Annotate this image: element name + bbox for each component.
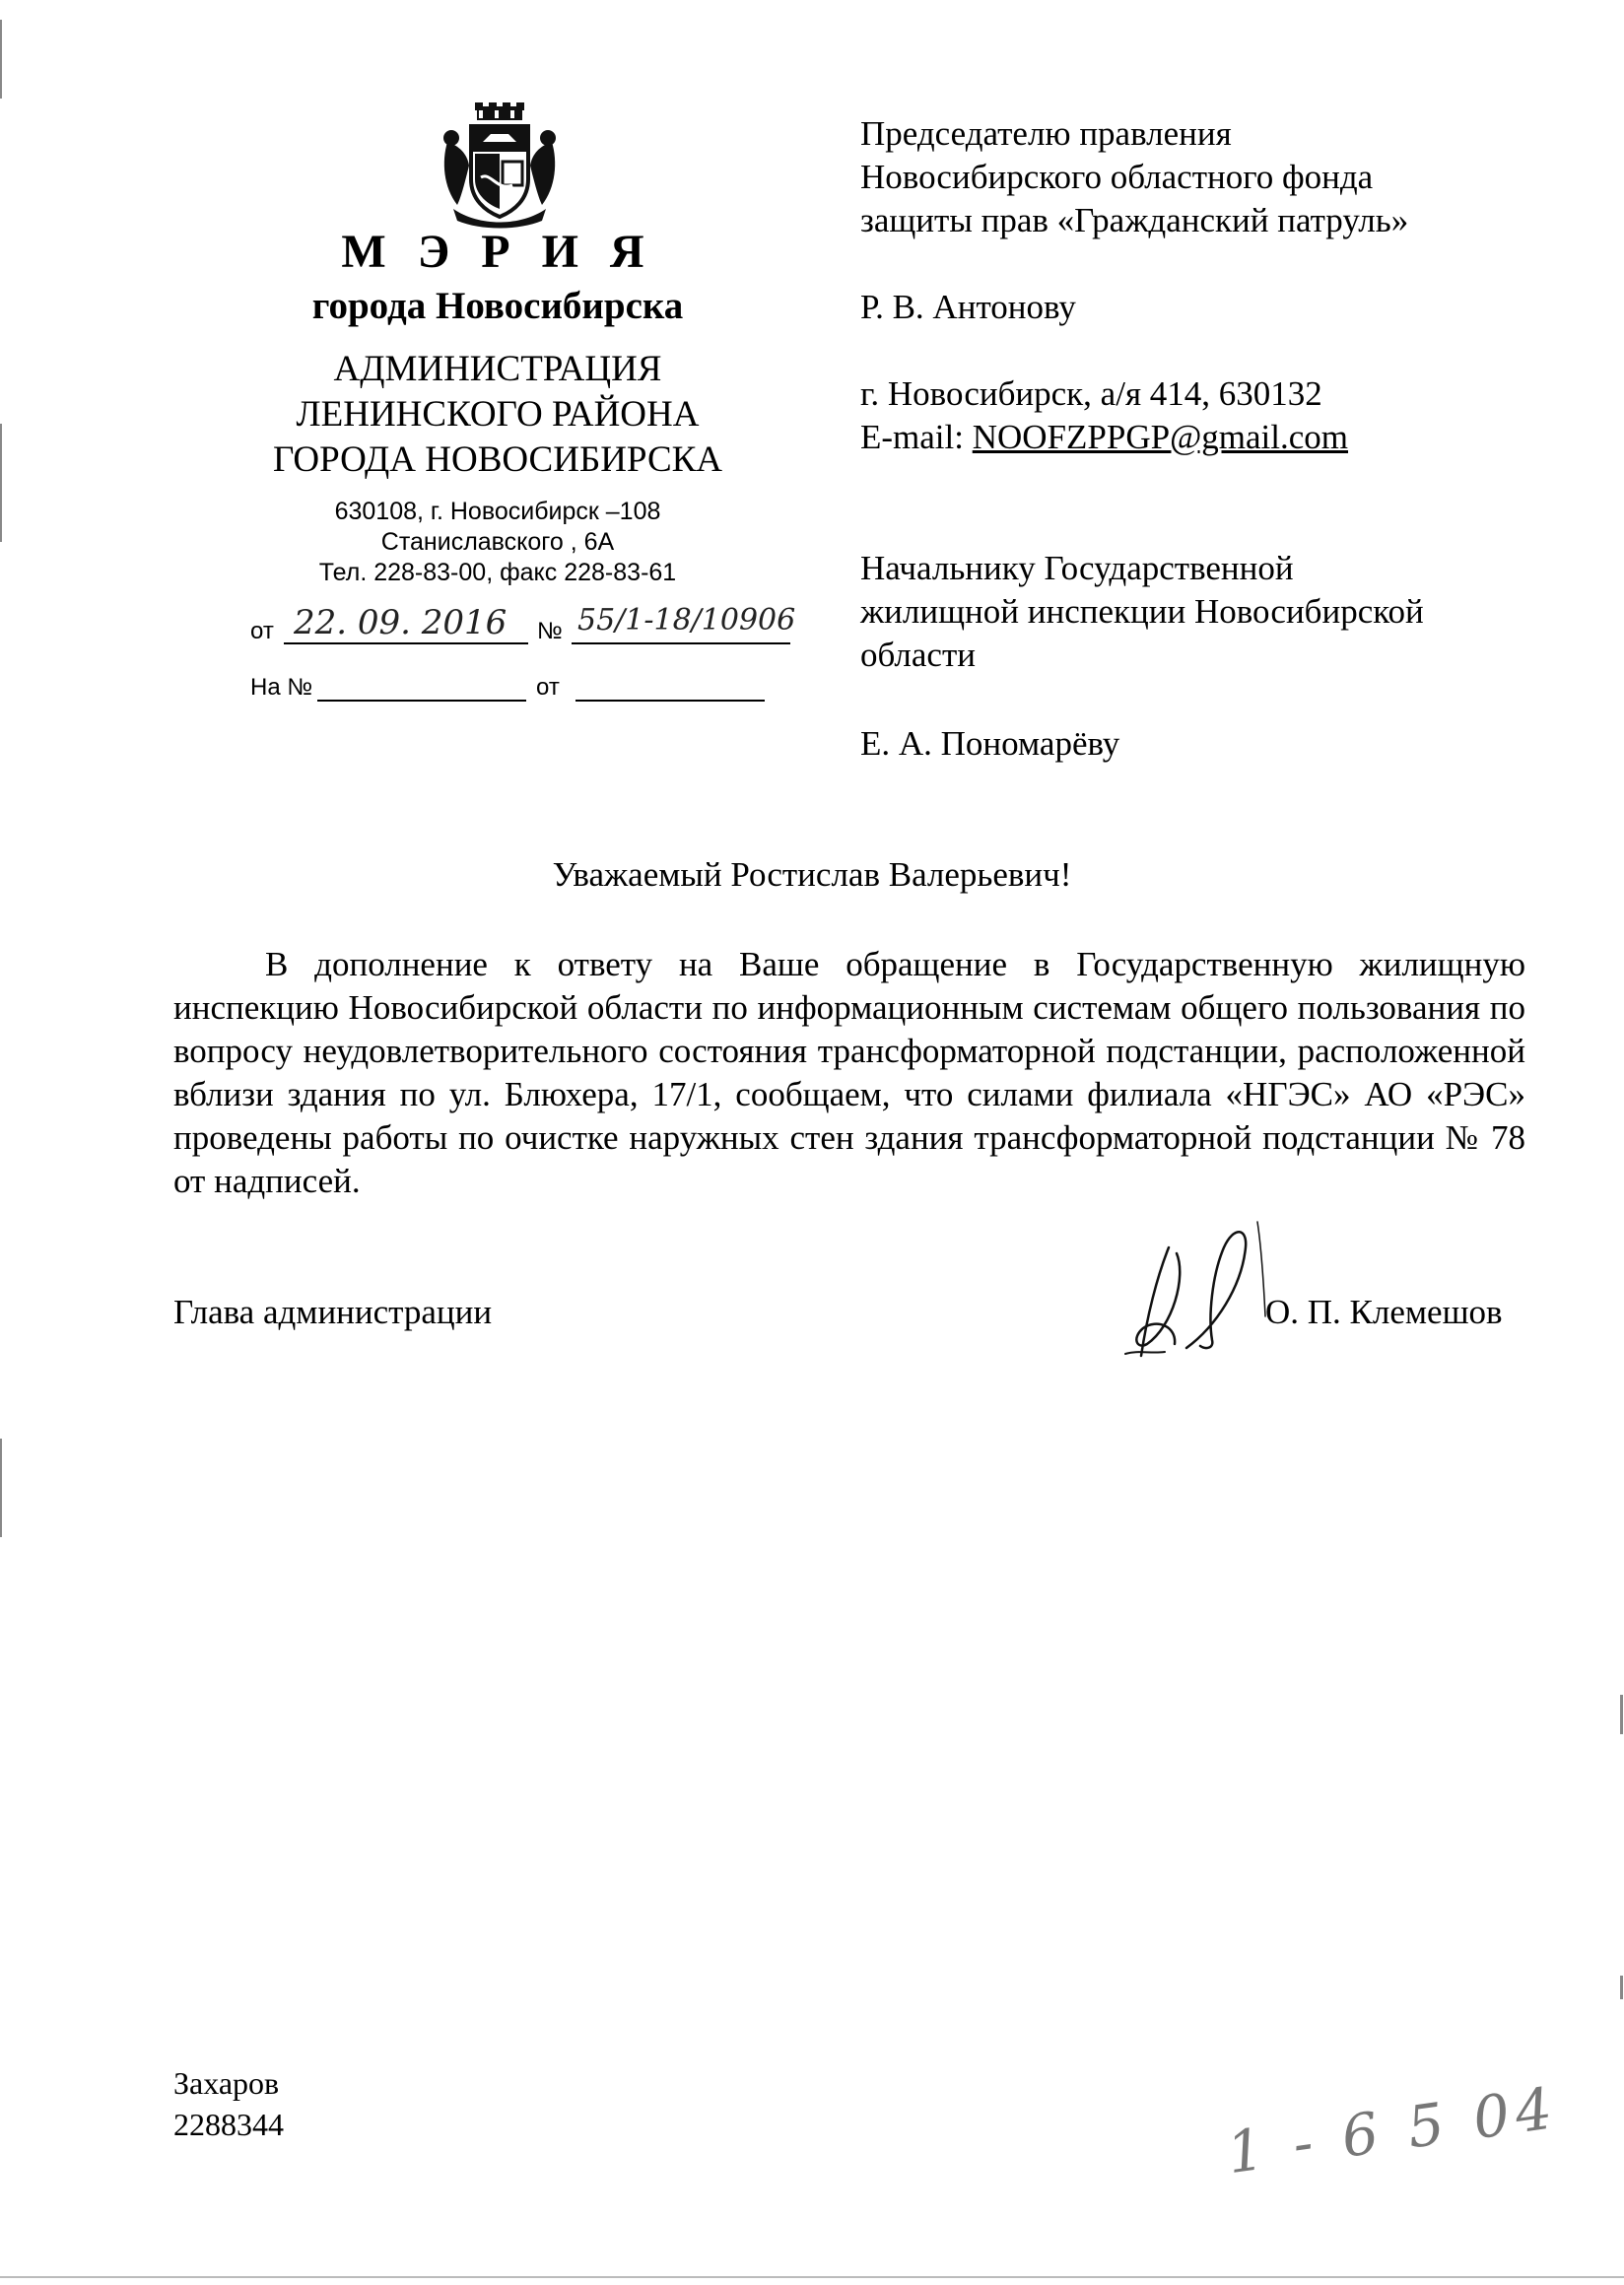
- executor-name: Захаров: [173, 2065, 280, 2101]
- letterhead-address-line-3: Тел. 228-83-00, факс 228-83-61: [318, 559, 677, 586]
- handwritten-date: 22. 09. 2016: [294, 603, 508, 642]
- recipient2-line-3: области: [860, 636, 976, 674]
- executor-block: [173, 2062, 284, 2145]
- coat-of-arms-emblem: [440, 102, 560, 229]
- handwritten-registration-mark: 1 - 6 5 04: [1222, 2073, 1562, 2187]
- scan-edge-mark: [0, 424, 2, 542]
- reply-number-label: На №: [250, 674, 313, 701]
- scan-edge-mark: [1620, 1976, 1623, 1999]
- recipient1-line-2: Новосибирского областного фонда: [860, 158, 1374, 196]
- letterhead-admin-line-1: АДМИНИСТРАЦИЯ: [333, 349, 662, 389]
- scan-edge-mark: [0, 20, 2, 99]
- letterhead-admin-line-2: ЛЕНИНСКОГО РАЙОНА: [296, 394, 700, 435]
- handwritten-number: 55/1-18/10906: [577, 603, 796, 638]
- scan-bottom-edge: [0, 2276, 1624, 2278]
- reply-date-label: от: [536, 674, 560, 701]
- letterhead-address-line-2: Станиславского , 6А: [380, 528, 615, 556]
- letterhead-city: города Новосибирска: [311, 285, 684, 327]
- handwritten-signature: [1117, 1218, 1285, 1366]
- signatory-position: Глава администрации: [173, 1293, 493, 1331]
- body-paragraph: В дополнение к ответу на Ваше обращение в Государственную жилищную инспекцию Новосибирской области по информационным системам общего пользования по вопросу неудовлетворительного состояния трансформаторной подстанции, расположенной вблизи здания по ул. Блюхера, 17/1, сообщаем, что силами филиала «НГЭС» АО «РЭС» проведены работы по очистке наружных стен здания трансформаторной подстанции № 78 от надписей.: [173, 945, 1525, 1200]
- number-field-underline: [572, 642, 790, 644]
- salutation: Уважаемый Ростислав Валерьевич!: [552, 855, 1072, 894]
- signatory-name: О. П. Клемешов: [1265, 1293, 1503, 1331]
- number-field-label: №: [537, 618, 563, 644]
- email-link[interactable]: NOOFZPPGP@gmail.com: [972, 418, 1349, 456]
- letterhead-address-line-1: 630108, г. Новосибирск –108: [334, 498, 661, 525]
- scan-edge-mark: [0, 1439, 2, 1537]
- recipient1-email-line: [860, 416, 1348, 459]
- reply-date-underline: [575, 700, 765, 702]
- recipient2-line-2: жилищной инспекции Новосибирской: [860, 592, 1424, 631]
- executor-phone: 2288344: [173, 2107, 284, 2142]
- recipient2-name: Е. А. Пономарёву: [860, 724, 1120, 763]
- letterhead-admin-line-3: ГОРОДА НОВОСИБИРСКА: [272, 439, 723, 480]
- date-field-label: от: [250, 618, 274, 644]
- recipient1-address: г. Новосибирск, а/я 414, 630132: [860, 374, 1322, 413]
- recipient1-line-3: защиты прав «Гражданский патруль»: [860, 201, 1409, 239]
- scan-edge-mark: [1620, 1695, 1623, 1734]
- reply-number-underline: [317, 700, 526, 702]
- email-label: E-mail:: [860, 418, 973, 456]
- recipient2-line-1: Начальнику Государственной: [860, 549, 1294, 587]
- letterhead-mayor-title: М Э Р И Я: [341, 226, 654, 278]
- date-field-underline: [284, 642, 528, 644]
- recipient1-line-1: Председателю правления: [860, 114, 1232, 153]
- recipient1-name: Р. В. Антонову: [860, 288, 1076, 326]
